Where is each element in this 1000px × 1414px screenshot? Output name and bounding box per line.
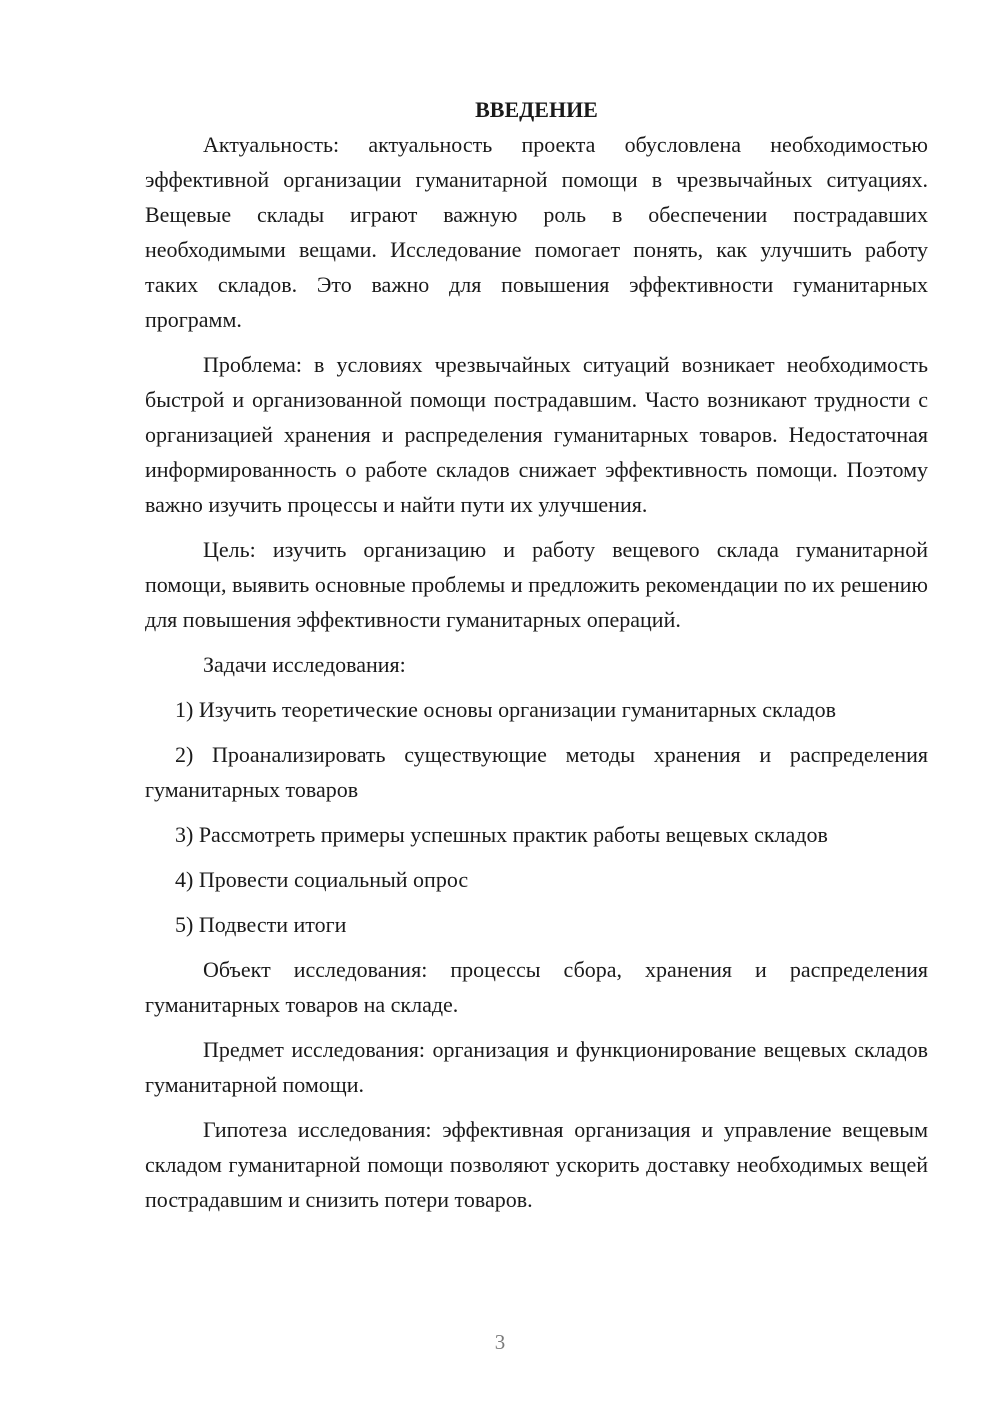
- paragraph-object: Объект исследования: процессы сбора, хранения и распределения гуманитарных товаров на складе.: [145, 957, 928, 1017]
- tasks-heading: Задачи исследования:: [203, 652, 406, 677]
- task-item: 5) Подвести итоги: [175, 912, 347, 937]
- task-item: 2) Проанализировать существующие методы хранения и распределения гуманитарных товаров: [145, 742, 928, 802]
- paragraph-goal: Цель: изучить организацию и работу вещевого склада гуманитарной помощи, выявить основные проблемы и предложить рекомендации по их решению для повышения эффективности гуманитарных операций.: [145, 537, 928, 632]
- paragraph-hypothesis: Гипотеза исследования: эффективная организация и управление вещевым складом гуманитарной помощи позволяют ускорить доставку необходимых вещей пострадавшим и снизить потери товаров.: [145, 1117, 928, 1212]
- page-number: 3: [494, 1330, 506, 1354]
- section-title: ВВЕДЕНИЕ: [475, 97, 598, 122]
- task-item: 1) Изучить теоретические основы организации гуманитарных складов: [175, 697, 836, 722]
- paragraph-problem: Проблема: в условиях чрезвычайных ситуаций возникает необходимость быстрой и организованной помощи пострадавшим. Часто возникают трудности с организацией хранения и распределения гуманитарных товаров. Недостаточная информированность о работе складов снижает эффективность помощи. Поэтому важно изучить процессы и найти пути их улучшения.: [145, 352, 928, 517]
- task-item: 4) Провести социальный опрос: [175, 867, 469, 892]
- paragraph-relevance: Актуальность: актуальность проекта обусловлена необходимостью эффективной организации гуманитарной помощи в чрезвычайных ситуациях. Вещевые склады играют важную роль в обеспечении пострадавших необходимыми вещами. Исследование помогает понять, как улучшить работу таких складов. Это важно для повышения эффективности гуманитарных программ.: [145, 132, 928, 332]
- document-body: [145, 92, 928, 1217]
- task-item: 3) Рассмотреть примеры успешных практик работы вещевых складов: [175, 822, 828, 847]
- paragraph-subject: Предмет исследования: организация и функционирование вещевых складов гуманитарной помощи.: [145, 1037, 928, 1097]
